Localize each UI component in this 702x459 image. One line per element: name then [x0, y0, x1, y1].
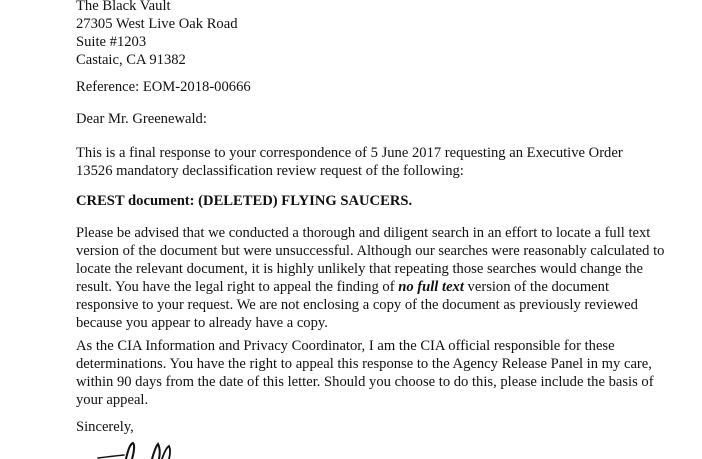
- paragraph-line: Please be advised that we conducted a thorough and diligent search in an effort to locate a full text: [76, 225, 651, 241]
- address-block: [76, 0, 238, 69]
- paragraph-line: determinations. You have the right to appeal this response to the Agency Release Panel in my care,: [76, 356, 652, 372]
- paragraph-line: responsive to your request. We are not enclosing a copy of the document as previously reviewed: [76, 297, 638, 313]
- reference-line: Reference: EOM-2018-00666: [76, 79, 251, 95]
- text-run: result. You have the legal right to appeal the finding of: [76, 279, 399, 295]
- emphasis-no-full-text: no full text: [398, 279, 464, 295]
- address-line-suite: Suite #1203: [76, 34, 147, 50]
- paragraph-search-result: [76, 224, 664, 332]
- paragraph-line: 13526 mandatory declassification review request of the following:: [76, 163, 464, 179]
- paragraph-line: because you appear to already have a copy.: [76, 315, 328, 331]
- paragraph-line: locate the relevant document, it is highly unlikely that repeating those searches would change the: [76, 261, 643, 277]
- closing: Sincerely,: [76, 419, 134, 435]
- subject-line: CREST document: (DELETED) FLYING SAUCERS.: [76, 193, 413, 209]
- paragraph-appeal: [76, 337, 654, 409]
- address-line-city: Castaic, CA 91382: [76, 52, 186, 68]
- address-line-street: 27305 West Live Oak Road: [76, 16, 238, 32]
- paragraph-line: [76, 278, 664, 296]
- paragraph-line: within 90 days from the date of this letter. Should you choose to do this, please include the basis of: [76, 374, 654, 390]
- paragraph-intro: [76, 144, 623, 180]
- paragraph-line: This is a final response to your correspondence of 5 June 2017 requesting an Executive Order: [76, 145, 623, 161]
- paragraph-line: version of the document but were unsuccessful. Although our searches were reasonably calculated to: [76, 243, 665, 259]
- paragraph-line: your appeal.: [76, 392, 149, 408]
- address-line-org: The Black Vault: [76, 0, 171, 14]
- signature-icon: [96, 440, 216, 459]
- text-run: version of the document: [463, 279, 609, 295]
- paragraph-line: As the CIA Information and Privacy Coordinator, I am the CIA official responsible for these: [76, 338, 615, 354]
- salutation: Dear Mr. Greenewald:: [76, 111, 207, 127]
